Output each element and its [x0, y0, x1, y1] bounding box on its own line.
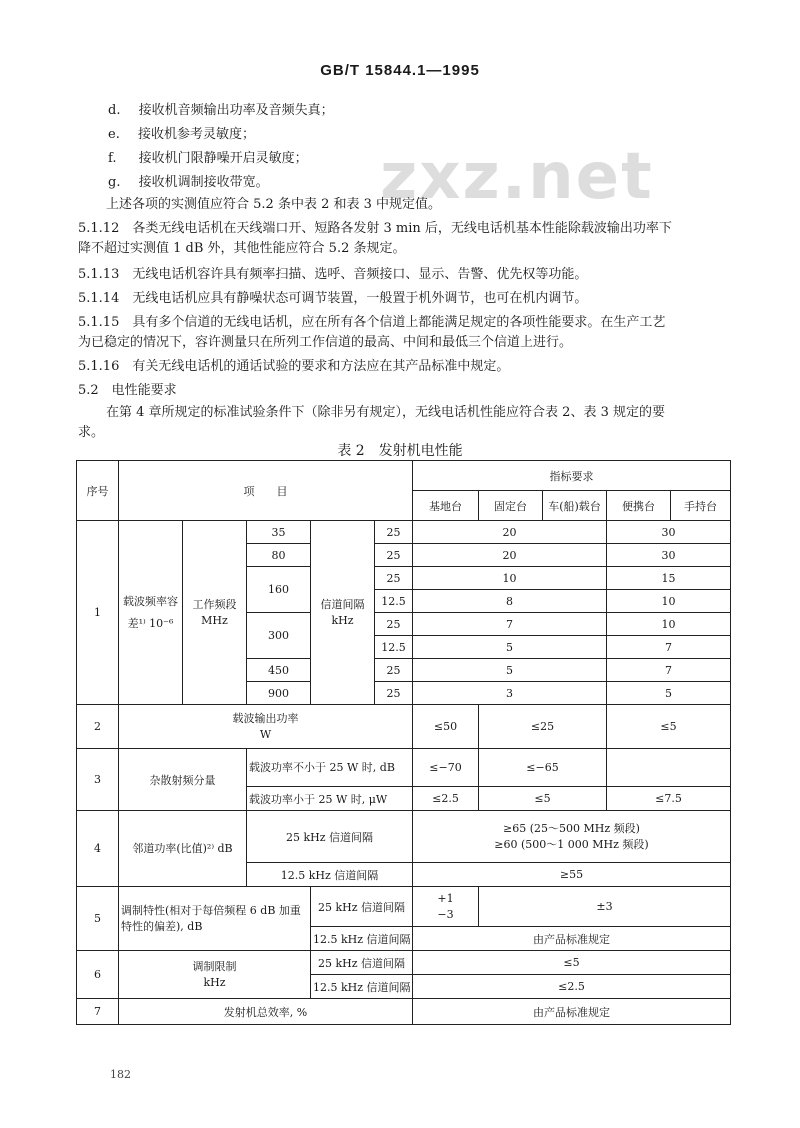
table-row	[77, 811, 731, 863]
tolerance-fixed: 3	[413, 682, 607, 705]
list-text: 接收机音频输出功率及音频失真；	[138, 103, 334, 118]
modulation-label: 调制特性(相对于每倍频程 6 dB 加重特性的偏差), dB	[119, 887, 311, 951]
table-row	[77, 705, 731, 749]
row-no: 1	[77, 521, 119, 705]
modulation-upper: +1	[437, 891, 454, 905]
list-item-e	[108, 126, 255, 144]
tolerance-fixed: 20	[413, 544, 607, 567]
spurious-sub2-base: ≤2.5	[413, 787, 479, 811]
section-5-2-body-line1: 在第 4 章所规定的标准试验条件下（除非另有规定），无线电话机性能应符合表 2、表 3 规定的要	[106, 405, 665, 420]
adjacent-sub2-value: ≥55	[413, 863, 731, 887]
spacing-value: 25	[375, 544, 413, 567]
limit-sub1-label: 25 kHz 信道间隔	[311, 951, 413, 975]
col-fixed-station: 固定台	[479, 491, 543, 521]
adjacent-sub2-label: 12.5 kHz 信道间隔	[247, 863, 413, 887]
watermark-logo: zxz.net	[380, 140, 654, 214]
row-no: 7	[77, 999, 119, 1025]
clause-5-1-15-line2: 为已稳定的情况下，容许测量只在所列工作信道的最高、中间和最低三个信道上进行。	[78, 335, 573, 350]
table-row	[77, 521, 731, 544]
page-number: 182	[110, 1068, 131, 1081]
list-letter: g.	[108, 175, 121, 190]
power-portable: ≤5	[607, 705, 731, 749]
efficiency-value: 由产品标准规定	[413, 999, 731, 1025]
col-handheld: 手持台	[671, 491, 731, 521]
list-text: 接收机参考灵敏度；	[137, 127, 255, 142]
spacing-value: 12.5	[375, 636, 413, 659]
header-item: 项 目	[119, 461, 413, 521]
limit-sub2-value: ≤2.5	[413, 975, 731, 999]
modulation-sub2-label: 12.5 kHz 信道间隔	[311, 927, 413, 951]
table-row	[77, 999, 731, 1025]
spacing-value: 25	[375, 682, 413, 705]
table-header-row	[77, 461, 731, 491]
limit-sub1-value: ≤5	[413, 951, 731, 975]
transmitter-performance-table	[76, 460, 731, 1025]
spacing-value: 25	[375, 613, 413, 636]
tolerance-portable: 10	[607, 613, 731, 636]
list-text: 接收机门限静噪开启灵敏度；	[138, 151, 308, 166]
tolerance-portable: 30	[607, 544, 731, 567]
table-row	[77, 951, 731, 975]
modulation-sub1-others: ±3	[479, 887, 731, 927]
section-5-2-body-line2: 求。	[78, 425, 105, 440]
modulation-lower: −3	[437, 907, 454, 921]
list-letter: e.	[108, 127, 120, 142]
list-letter: f.	[108, 151, 117, 166]
adjacent-sub1-value-a: ≥65 (25～500 MHz 频段)	[503, 821, 640, 835]
clause-5-1-16: 5.1.16 有关无线电话机的通话试验的要求和方法应在其产品标准中规定。	[78, 359, 510, 374]
band-value: 160	[247, 567, 311, 613]
tolerance-portable: 15	[607, 567, 731, 590]
clause-5-1-12-line2: 降不超过实测值 1 dB 外，其他性能应符合 5.2 条规定。	[78, 241, 406, 256]
spurious-sub1-label: 载波功率不小于 25 W 时, dB	[247, 749, 413, 787]
spacing-value: 25	[375, 567, 413, 590]
modulation-sub2-value: 由产品标准规定	[413, 927, 731, 951]
row-no: 6	[77, 951, 119, 999]
spacing-label: 信道间隔 kHz	[311, 521, 375, 705]
list-item-g	[108, 174, 269, 192]
tolerance-fixed: 5	[413, 659, 607, 682]
carrier-power-unit: W	[259, 727, 272, 741]
clause-5-1-14: 5.1.14 无线电话机应具有静噪状态可调节装置，一般置于机外调节，也可在机内调节。	[78, 291, 588, 306]
tolerance-fixed: 10	[413, 567, 607, 590]
tolerance-fixed: 20	[413, 521, 607, 544]
col-vehicle-station: 车(船)载台	[543, 491, 607, 521]
row-no: 2	[77, 705, 119, 749]
list-item-f	[108, 150, 308, 168]
list-text: 接收机调制接收带宽。	[138, 175, 269, 190]
spurious-sub1-fixed: ≤−65	[479, 749, 607, 787]
standard-header: GB/T 15844.1—1995	[320, 62, 480, 79]
modulation-sub1-label: 25 kHz 信道间隔	[311, 887, 413, 927]
adjacent-sub1-value	[413, 811, 731, 863]
spurious-sub1-portable	[607, 749, 731, 787]
spurious-label: 杂散射频分量	[119, 749, 247, 811]
modulation-limit-label	[119, 951, 311, 999]
power-base: ≤50	[413, 705, 479, 749]
band-value: 300	[247, 613, 311, 659]
col-base-station: 基地台	[413, 491, 479, 521]
table-row	[77, 749, 731, 787]
col-portable: 便携台	[607, 491, 671, 521]
spurious-sub1-base: ≤−70	[413, 749, 479, 787]
list-letter: d.	[108, 103, 121, 118]
spacing-value: 12.5	[375, 590, 413, 613]
tolerance-portable: 7	[607, 636, 731, 659]
header-requirement: 指标要求	[413, 461, 731, 491]
band-value: 80	[247, 544, 311, 567]
carrier-power-title: 载波输出功率	[232, 711, 299, 725]
clause-5-1-13: 5.1.13 无线电话机容许具有频率扫描、选呼、音频接口、显示、告警、优先权等功能。	[78, 267, 588, 282]
band-value: 35	[247, 521, 311, 544]
tolerance-fixed: 7	[413, 613, 607, 636]
clause-5-1-12-line1: 5.1.12 各类无线电话机在天线端口开、短路各发射 3 min 后，无线电话机基本性能除载波输出功率下	[78, 221, 672, 236]
spacing-value: 25	[375, 659, 413, 682]
tolerance-portable: 5	[607, 682, 731, 705]
power-fixed-vehicle: ≤25	[479, 705, 607, 749]
adjacent-sub1-value-b: ≥60 (500～1 000 MHz 频段)	[494, 837, 649, 851]
table-caption: 表 2 发射机电性能	[337, 443, 463, 459]
modulation-limit-title: 调制限制	[192, 959, 237, 973]
row-no: 3	[77, 749, 119, 811]
spurious-sub2-fixed: ≤5	[479, 787, 607, 811]
efficiency-label: 发射机总效率, %	[119, 999, 413, 1025]
tolerance-fixed: 8	[413, 590, 607, 613]
freq-tolerance-label: 载波频率容差¹⁾ 10⁻⁶	[119, 521, 183, 705]
paragraph-results: 上述各项的实测值应符合 5.2 条中表 2 和表 3 中规定值。	[106, 197, 442, 212]
row-no: 5	[77, 887, 119, 951]
limit-sub2-label: 12.5 kHz 信道间隔	[311, 975, 413, 999]
band-label: 工作频段 MHz	[183, 521, 247, 705]
section-5-2-heading: 5.2 电性能要求	[78, 383, 177, 398]
table-row	[77, 887, 731, 927]
adjacent-power-label: 邻道功率(比值)²⁾ dB	[119, 811, 247, 887]
modulation-sub1-base	[413, 887, 479, 927]
spurious-sub2-portable: ≤7.5	[607, 787, 731, 811]
clause-5-1-15-line1: 5.1.15 具有多个信道的无线电话机，应在所有各个信道上都能满足规定的各项性能要求。在生产工艺	[78, 315, 666, 330]
tolerance-portable: 30	[607, 521, 731, 544]
band-value: 900	[247, 682, 311, 705]
carrier-power-label	[119, 705, 413, 749]
list-item-d	[108, 102, 334, 120]
adjacent-sub1-label: 25 kHz 信道间隔	[247, 811, 413, 863]
spacing-value: 25	[375, 521, 413, 544]
spurious-sub2-label: 载波功率小于 25 W 时, μW	[247, 787, 413, 811]
tolerance-fixed: 5	[413, 636, 607, 659]
row-no: 4	[77, 811, 119, 887]
band-value: 450	[247, 659, 311, 682]
tolerance-portable: 10	[607, 590, 731, 613]
modulation-limit-unit: kHz	[203, 975, 226, 989]
tolerance-portable: 7	[607, 659, 731, 682]
header-no: 序号	[77, 461, 119, 521]
